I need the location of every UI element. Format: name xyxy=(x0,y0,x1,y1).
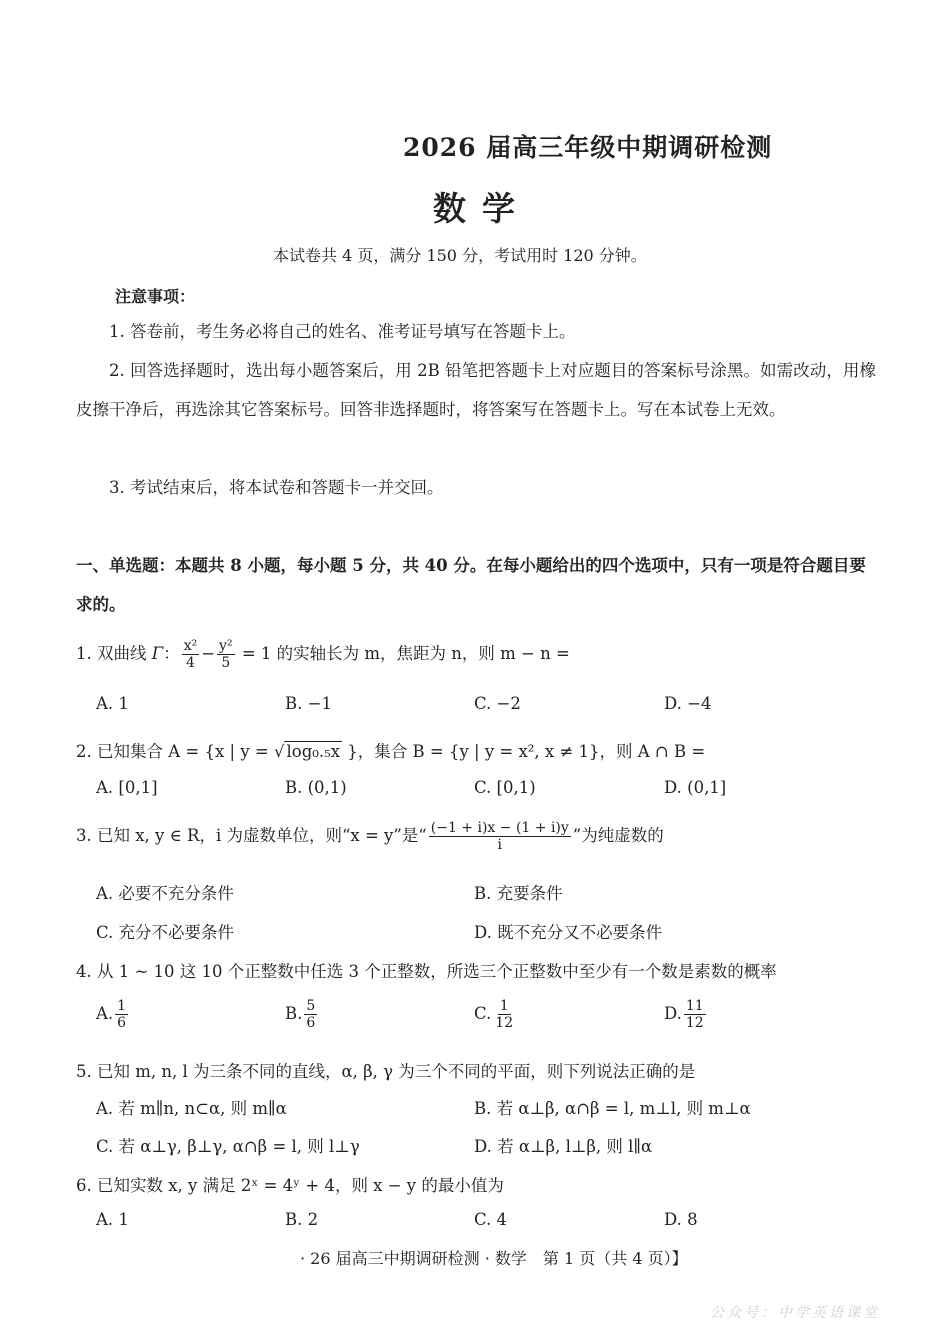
q5-option-c: C. 若 α⊥γ, β⊥γ, α∩β = l, 则 l⊥γ xyxy=(96,1137,360,1156)
q6-option-b: B. 2 xyxy=(285,1210,319,1229)
q5-option-d: D. 若 α⊥β, l⊥β, 则 l∥α xyxy=(474,1137,653,1156)
q3-frac-den: i xyxy=(497,837,503,853)
q2-sqrt-content: log₀.₅x xyxy=(286,742,341,761)
question-4: 4. 从 1 ~ 10 这 10 个正整数中任选 3 个正整数，所选三个正整数中至少有一个数是素数的概率 xyxy=(76,962,777,981)
q3-frac-num: (−1 + i)x − (1 + i)y xyxy=(430,820,569,836)
q4-option-d xyxy=(664,998,708,1031)
watermark: 公众号：中学英语课堂 xyxy=(710,1305,880,1321)
exam-info: 本试卷共 4 页，满分 150 分，考试用时 120 分钟。 xyxy=(273,246,647,265)
q3-suffix: ”为纯虚数的 xyxy=(572,826,664,845)
page-footer: · 26 届高三中期调研检测 · 数学 第 1 页（共 4 页）】 xyxy=(300,1249,688,1268)
question-5: 5. 已知 m, n, l 为三条不同的直线，α, β, γ 为三个不同的平面，则下列说法正确的是 xyxy=(76,1062,696,1081)
q1-option-a: A. 1 xyxy=(96,694,129,713)
q2-option-a: A. [0,1] xyxy=(96,778,158,797)
q1-option-d: D. −4 xyxy=(664,694,712,713)
q3-option-b: B. 充要条件 xyxy=(474,884,563,903)
q4-a-fraction xyxy=(115,998,128,1031)
q5-option-a: A. 若 m∥n, n⊂α, 则 m∥α xyxy=(96,1099,287,1118)
question-2 xyxy=(76,738,705,762)
q3-option-a: A. 必要不充分条件 xyxy=(96,884,234,903)
q4-d-fraction xyxy=(684,998,706,1031)
q2-prefix: 2. 已知集合 A = {x | y = xyxy=(76,742,269,761)
q1-prefix: 1. 双曲线 xyxy=(76,644,147,663)
q3-option-c: C. 充分不必要条件 xyxy=(96,923,235,942)
q6-option-a: A. 1 xyxy=(96,1210,129,1229)
q2-option-d: D. (0,1] xyxy=(664,778,727,797)
q4-d-den: 12 xyxy=(685,1015,704,1031)
q4-d-label: D. xyxy=(664,1004,682,1023)
q4-b-fraction xyxy=(304,998,317,1031)
q2-suffix: }，集合 B = {y | y = x², x ≠ 1}，则 A ∩ B = xyxy=(347,742,706,761)
q1-frac1-num: x² xyxy=(183,638,198,654)
q5-option-b: B. 若 α⊥β, α∩β = l, m⊥l, 则 m⊥α xyxy=(474,1099,751,1118)
question-6: 6. 已知实数 x, y 满足 2ˣ = 4ʸ + 4，则 x − y 的最小值为 xyxy=(76,1176,504,1195)
q1-option-c: C. −2 xyxy=(474,694,521,713)
q4-option-c xyxy=(474,998,517,1031)
q4-c-fraction xyxy=(493,998,515,1031)
q1-gamma: Γ xyxy=(151,644,164,663)
q1-minus: − xyxy=(201,644,216,663)
q4-c-num: 1 xyxy=(499,998,509,1014)
exam-title: 2026 届高三年级中期调研检测 xyxy=(403,133,773,162)
q1-frac2-den: 5 xyxy=(221,655,231,671)
question-3 xyxy=(76,820,664,853)
q1-fraction-x xyxy=(182,638,200,671)
q4-option-b xyxy=(285,998,319,1031)
q2-option-c: C. [0,1) xyxy=(474,778,536,797)
q1-suffix: = 1 的实轴长为 m，焦距为 n，则 m − n = xyxy=(241,644,570,663)
q2-option-b: B. (0,1) xyxy=(285,778,347,797)
q6-option-c: C. 4 xyxy=(474,1210,508,1229)
notice-title: 注意事项： xyxy=(115,287,196,306)
q1-fraction-y xyxy=(217,638,235,671)
q1-colon: ： xyxy=(163,644,180,663)
q4-b-den: 6 xyxy=(306,1015,316,1031)
q1-frac2-num: y² xyxy=(219,638,233,654)
notice-item-3: 3. 考试结束后，将本试卷和答题卡一并交回。 xyxy=(109,478,444,497)
q4-b-num: 5 xyxy=(306,998,316,1014)
q3-prefix: 3. 已知 x, y ∈ R，i 为虚数单位，则“x = y”是“ xyxy=(76,826,427,845)
q3-fraction xyxy=(429,820,571,853)
q4-d-num: 11 xyxy=(685,998,704,1014)
q6-option-d: D. 8 xyxy=(664,1210,698,1229)
sqrt-symbol: √ xyxy=(273,742,285,761)
q1-frac1-den: 4 xyxy=(186,655,195,671)
q4-c-den: 12 xyxy=(495,1015,514,1031)
q1-option-b: B. −1 xyxy=(285,694,332,713)
q3-option-d: D. 既不充分又不必要条件 xyxy=(474,923,663,942)
notice-item-1: 1. 答卷前，考生务必将自己的姓名、准考证号填写在答题卡上。 xyxy=(109,322,576,341)
q4-option-a xyxy=(96,998,130,1031)
q4-a-num: 1 xyxy=(117,998,127,1014)
q4-b-label: B. xyxy=(285,1004,303,1023)
section-heading-text: 一、单选题：本题共 8 小题，每小题 5 分，共 40 分。在每小题给出的四个选项中，只有一项是符合题目要求的。 xyxy=(76,556,866,614)
section-heading xyxy=(76,546,876,624)
q4-a-label: A. xyxy=(96,1004,114,1023)
notice-item-2: 2. 回答选择题时，选出每小题答案后，用 2B 铅笔把答题卡上对应题目的答案标号涂黑。如需改动，用橡皮擦干净后，再选涂其它答案标号。回答非选择题时，将答案写在答题卡上。写在本试卷上无效。 xyxy=(76,361,876,419)
subject-title: 数学 xyxy=(433,189,531,228)
q4-a-den: 6 xyxy=(117,1015,127,1031)
q4-c-label: C. xyxy=(474,1004,492,1023)
question-1 xyxy=(76,638,570,671)
